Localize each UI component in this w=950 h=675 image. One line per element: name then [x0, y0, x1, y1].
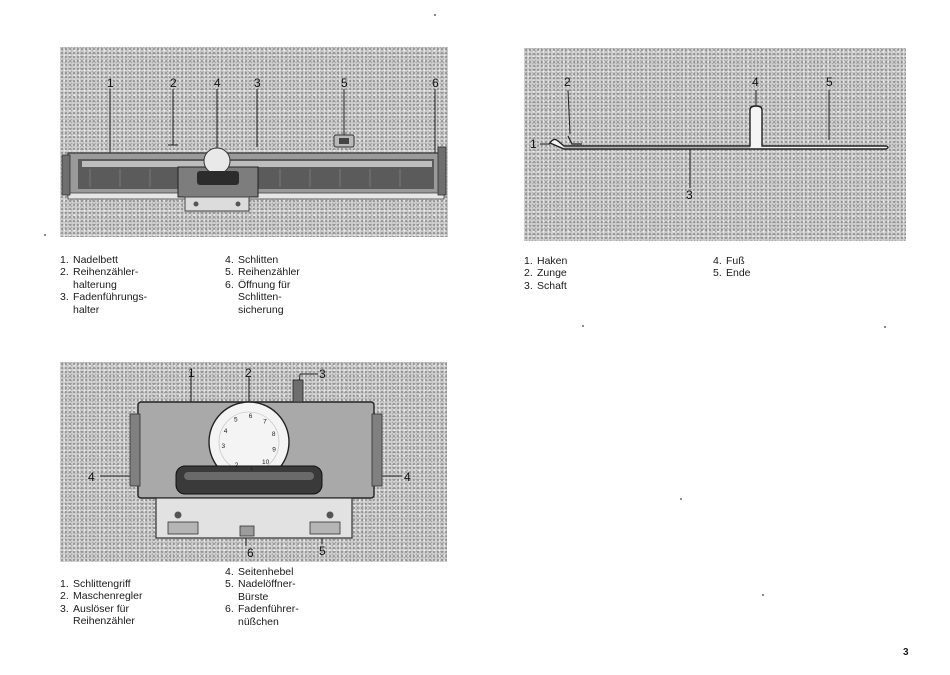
callout-2: 2 — [170, 76, 177, 90]
latch-needle-drawing — [524, 48, 906, 241]
legend-figure-3-right — [225, 566, 375, 628]
scan-speck — [582, 325, 584, 327]
figure-knitting-machine-photo — [60, 47, 448, 237]
scan-speck — [884, 326, 886, 328]
legend-item: 3. Schaft — [524, 279, 567, 292]
legend-item: 1. Schlittengriff — [60, 578, 131, 590]
dial-number: 6 — [248, 413, 253, 421]
callout-3: 3 — [254, 76, 261, 90]
legend-figure-1-right — [225, 254, 365, 316]
dial-number: 2 — [234, 461, 239, 469]
callout-2: 2 — [564, 75, 571, 89]
callout-5: 5 — [319, 544, 326, 558]
legend-item: 5. Nadelöffner- Bürste — [225, 578, 296, 603]
callout-1: 1 — [107, 76, 114, 90]
callout-3: 3 — [319, 367, 326, 381]
legend-item: 3. Auslöser für Reihenzähler — [60, 602, 135, 628]
dial-number: 10 — [261, 459, 270, 466]
callout-5: 5 — [341, 76, 348, 90]
legend-item: 6. Fadenführer- nüßchen — [225, 603, 299, 628]
dial-number: 7 — [263, 418, 267, 426]
dial-number: 1 — [249, 464, 254, 472]
legend-item: 3. Fadenführungs- halter — [60, 291, 148, 316]
scan-speck — [762, 594, 764, 596]
dial-number: 8 — [271, 431, 276, 438]
figure-needle-photo — [524, 48, 906, 241]
carriage-drawing — [60, 362, 447, 562]
callout-6: 6 — [432, 76, 439, 90]
page-number: 3 — [903, 647, 909, 658]
callout-4: 4 — [214, 76, 221, 90]
callout-2: 2 — [245, 366, 252, 380]
scan-speck — [44, 234, 46, 236]
legend-item: 5. Ende — [713, 267, 751, 280]
callout-4-left: 4 — [88, 470, 95, 484]
legend-item: 6. Öffnung für Schlitten- sicherung — [225, 278, 291, 316]
legend-figure-2-left — [524, 255, 664, 292]
dial-number: 5 — [233, 416, 238, 424]
callout-1: 1 — [188, 366, 195, 380]
scan-speck — [434, 14, 436, 16]
dial-number: 3 — [221, 443, 226, 451]
callout-4: 4 — [752, 75, 759, 89]
legend-figure-1-left — [60, 254, 200, 316]
callout-4-right: 4 — [404, 470, 411, 484]
callout-6: 6 — [247, 546, 254, 560]
callout-3: 3 — [686, 188, 693, 202]
legend-figure-3-left — [60, 578, 210, 628]
legend-item: 4. Fuß — [713, 255, 745, 267]
legend-item: 2. Maschenregler — [60, 590, 143, 603]
callout-5: 5 — [826, 75, 833, 89]
legend-item: 1. Nadelbett — [60, 254, 118, 266]
legend-item: 2. Zunge — [524, 267, 567, 280]
legend-figure-2-right — [713, 255, 853, 280]
legend-item: 4. Seitenhebel — [225, 566, 294, 578]
legend-item: 1. Haken — [524, 255, 568, 267]
legend-item: 4. Schlitten — [225, 254, 279, 266]
scan-speck — [680, 498, 682, 500]
dial-number: 9 — [272, 446, 276, 454]
legend-item: 5. Reihenzähler — [225, 266, 300, 279]
figure-carriage-photo — [60, 362, 447, 562]
legend-item: 2. Reihenzähler- halterung — [60, 266, 139, 291]
callout-1: 1 — [530, 137, 537, 151]
dial-number: 4 — [223, 427, 228, 435]
